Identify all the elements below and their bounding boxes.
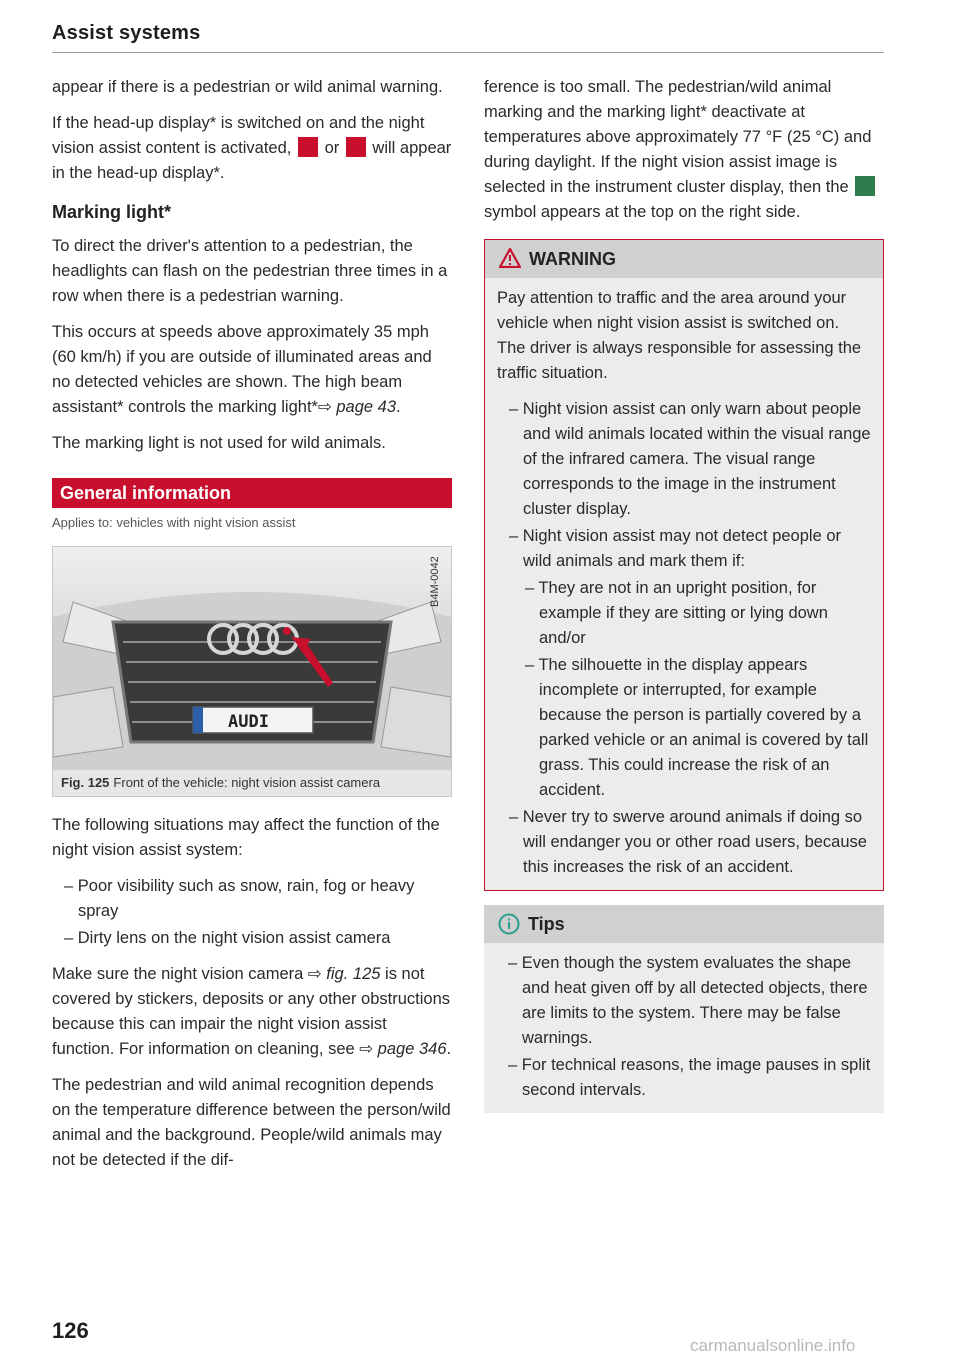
general-information-heading: General information	[52, 478, 452, 508]
list-item: – They are not in an upright position, for example if they are sitting or lying down and/or	[525, 579, 828, 647]
paragraph	[484, 75, 884, 225]
pedestrian-warning-icon	[298, 137, 318, 157]
list-item: – Never try to swerve around animals if doing so will endanger you or other road users, because this increases the risk of an accident.	[509, 808, 867, 876]
tips-body	[484, 943, 884, 1113]
text: or	[324, 139, 340, 157]
text: .	[396, 398, 401, 416]
car-front-illustration	[53, 547, 451, 770]
figure-caption-text: Front of the vehicle: night vision assist camera	[113, 775, 381, 790]
warning-triangle-icon	[499, 248, 521, 268]
paragraph: The pedestrian and wild animal recognition depends on the temperature difference between the person/wild animal and the background. People/wild animals may not be detected if the dif-	[52, 1076, 451, 1169]
figure-caption	[53, 770, 451, 796]
text: If the head-up display* is switched on and the night vision assist content is activated,	[52, 114, 425, 157]
figure-reference-link[interactable]: ⇨ fig. 125	[307, 965, 381, 983]
figure-code: B4M-0042	[429, 556, 441, 607]
warning-title: WARNING	[529, 249, 616, 269]
tips-title: Tips	[528, 914, 565, 934]
text: symbol appears at the top on the right side.	[484, 203, 801, 221]
info-icon	[498, 913, 520, 935]
paragraph	[52, 320, 452, 420]
warning-body	[485, 278, 883, 890]
page-reference-link[interactable]: ⇨ page 346	[359, 1040, 447, 1058]
paragraph: The following situations may affect the function of the night vision assist system:	[52, 816, 440, 859]
tips-header	[484, 905, 884, 943]
applies-to-note: Applies to: vehicles with night vision assist	[52, 515, 296, 530]
text: .	[446, 1040, 452, 1058]
page-reference-link[interactable]: ⇨ page 43	[317, 398, 397, 416]
list-item: – Night vision assist may not detect people or wild animals and mark them if:	[509, 527, 842, 570]
list-item: – For technical reasons, the image pauses in split second intervals.	[508, 1056, 871, 1099]
paragraph: Pay attention to traffic and the area around your vehicle when night vision assist is switched on. The driver is always responsible for assessing the traffic situation.	[497, 289, 862, 382]
page-number: 126	[52, 1318, 89, 1343]
list-item: – Dirty lens on the night vision assist camera	[64, 929, 391, 947]
watermark: carmanualsonline.info	[690, 1336, 856, 1355]
text: will appear in the head-up display*.	[52, 139, 452, 182]
page-header-title: Assist systems	[52, 22, 201, 44]
list-item: – Even though the system evaluates the shape and heat given off by all detected objects, there are limits to the system. There may be false warnings.	[508, 954, 868, 1047]
paragraph: The marking light is not used for wild animals.	[52, 434, 386, 452]
warning-header	[485, 240, 883, 278]
warning-box	[484, 239, 884, 891]
paragraph: To direct the driver's attention to a pedestrian, the headlights can flash on the pedestrian three times in a row when there is a pedestrian warning.	[52, 237, 448, 305]
list-item: – Night vision assist can only warn about people and wild animals located within the visual range of the infrared camera. The visual range corresponds to the image in the instrument cluster display.	[509, 400, 871, 518]
text: is not covered by stickers, deposits or any other obstructions because this can impair the night vision assist function. For information on cleaning, see	[52, 965, 451, 1058]
right-column	[484, 75, 884, 1113]
paragraph: appear if there is a pedestrian or wild animal warning.	[52, 78, 443, 96]
night-vision-symbol-icon	[855, 176, 875, 196]
text: ference is too small. The pedestrian/wild animal marking and the marking light* deactivate at temperatures above approximately 77 °F (25 °C) and during daylight. If the night vision assist image is selected in the instrument cluster display, then the	[484, 78, 872, 196]
figure-label: Fig. 125	[61, 775, 110, 790]
figure-125	[52, 546, 452, 797]
car-front-image	[53, 547, 451, 770]
list-item: – The silhouette in the display appears incomplete or interrupted, for example because the person is partially covered by a parked vehicle or an animal is covered by tall grass. This could increase the risk of an accident.	[525, 656, 869, 799]
animal-warning-icon	[346, 137, 366, 157]
paragraph	[52, 962, 452, 1062]
license-plate-text: AUDI	[228, 712, 269, 732]
text: Make sure the night vision camera	[52, 965, 304, 983]
text: This occurs at speeds above approximately 35 mph (60 km/h) if you are outside of illuminated areas and no detected vehicles are shown. The high beam assistant* controls the marking light*	[52, 323, 432, 416]
paragraph	[52, 111, 452, 186]
list-item: – Poor visibility such as snow, rain, fog or heavy spray	[64, 877, 415, 920]
tips-box	[484, 905, 884, 1113]
section-heading: Marking light*	[52, 202, 172, 222]
header-rule	[52, 52, 884, 53]
left-column	[52, 75, 452, 1184]
